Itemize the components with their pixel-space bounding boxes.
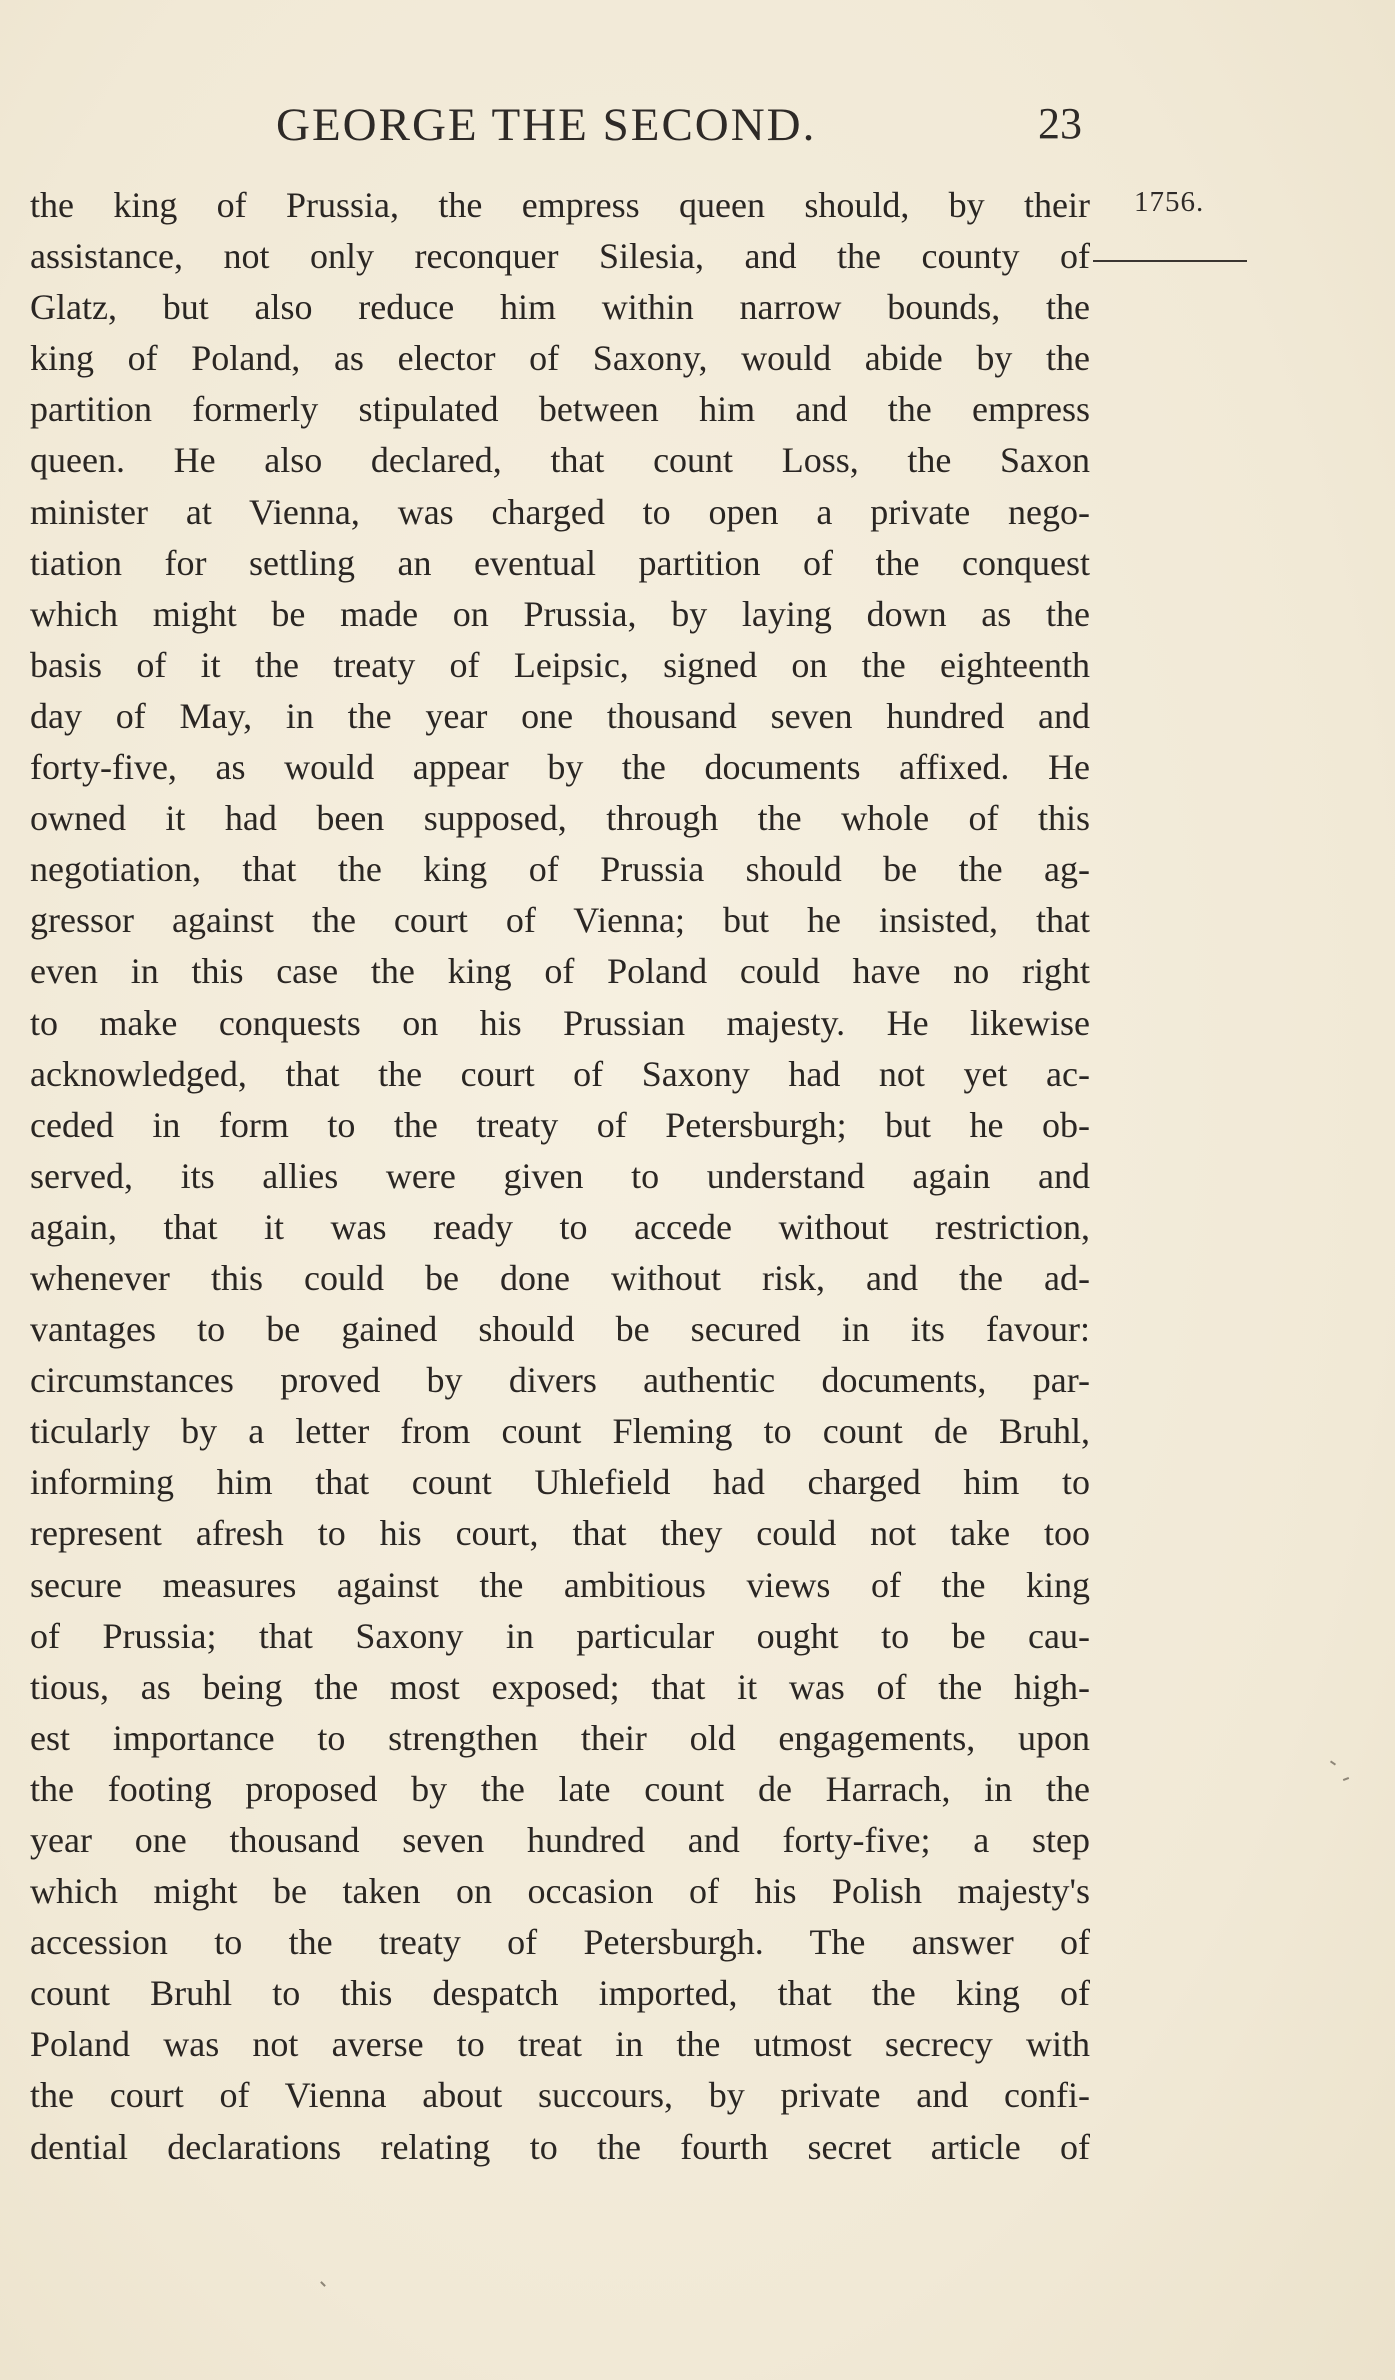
text-line: the king of Prussia, the empress queen should, by their (30, 185, 1090, 225)
text-line: count Bruhl to this despatch imported, that the king of (30, 1973, 1090, 2014)
text-line: king of Poland, as elector of Saxony, would abide by the (30, 338, 1090, 379)
text-line: to make conquests on his Prussian majesty. He likewise (30, 1002, 1090, 1043)
text-line: forty-five, as would appear by the documents affixed. He (30, 747, 1090, 788)
page-number: 23 (1038, 99, 1082, 148)
text-line: served, its allies were given to understand again and (30, 1155, 1090, 1196)
margin-rule (1093, 260, 1247, 262)
text-line: basis of it the treaty of Leipsic, signed on the eighteenth (30, 644, 1090, 685)
text-line: the court of Vienna about succours, by private and confi- (30, 2075, 1090, 2116)
text-line: gressor against the court of Vienna; but he insisted, that (30, 900, 1090, 941)
text-line: year one thousand seven hundred and forty-five; a step (30, 1820, 1090, 1860)
text-line: secure measures against the ambitious views of the king (30, 1564, 1090, 1605)
text-line: which might be made on Prussia, by laying down as the (30, 593, 1090, 634)
text-line: dential declarations relating to the fourth secret article of (30, 2126, 1090, 2167)
paper-speck (320, 2281, 326, 2287)
text-line: day of May, in the year one thousand seven hundred and (30, 695, 1090, 736)
text-line: even in this case the king of Poland could have no right (30, 951, 1090, 992)
paper-speck (1330, 1760, 1336, 1765)
text-line: circumstances proved by divers authentic documents, par- (30, 1360, 1090, 1401)
text-line: acknowledged, that the court of Saxony had not yet ac- (30, 1053, 1090, 1094)
paper-speck (1343, 1777, 1349, 1781)
text-line: accession to the treaty of Petersburgh. The answer of (30, 1922, 1090, 1963)
text-line: negotiation, that the king of Prussia should be the ag- (30, 849, 1090, 890)
text-line: tious, as being the most exposed; that it was of the high- (30, 1666, 1090, 1707)
text-line: partition formerly stipulated between him and the empress (30, 389, 1090, 430)
text-line: owned it had been supposed, through the whole of this (30, 798, 1090, 839)
text-line: of Prussia; that Saxony in particular ought to be cau- (30, 1615, 1090, 1656)
text-line: queen. He also declared, that count Loss, the Saxon (30, 440, 1090, 481)
text-line: assistance, not only reconquer Silesia, and the county of (30, 236, 1090, 277)
text-line: the footing proposed by the late count de Harrach, in the (30, 1768, 1090, 1809)
text-line: tiation for settling an eventual partition of the conquest (30, 542, 1090, 583)
text-line: ceded in form to the treaty of Petersburgh; but he ob- (30, 1104, 1090, 1145)
text-line: Glatz, but also reduce him within narrow bounds, the (30, 287, 1090, 328)
text-line: again, that it was ready to accede without restriction, (30, 1206, 1090, 1247)
text-line: Poland was not averse to treat in the utmost secrecy with (30, 2024, 1090, 2065)
text-line: whenever this could be done without risk, and the ad- (30, 1257, 1090, 1298)
text-line: which might be taken on occasion of his Polish majesty's (30, 1871, 1090, 1912)
margin-year-note: 1756. (1134, 186, 1205, 218)
running-header (270, 98, 1090, 158)
running-title: GEORGE THE SECOND. (276, 99, 817, 151)
text-line: minister at Vienna, was charged to open a private nego- (30, 491, 1090, 532)
text-line: represent afresh to his court, that they could not take too (30, 1513, 1090, 1554)
text-line: ticularly by a letter from count Fleming to count de Bruhl, (30, 1411, 1090, 1452)
text-line: informing him that count Uhlefield had charged him to (30, 1462, 1090, 1503)
text-line: est importance to strengthen their old engagements, upon (30, 1717, 1090, 1758)
body-text (30, 180, 1090, 2173)
text-line: vantages to be gained should be secured in its favour: (30, 1309, 1090, 1350)
